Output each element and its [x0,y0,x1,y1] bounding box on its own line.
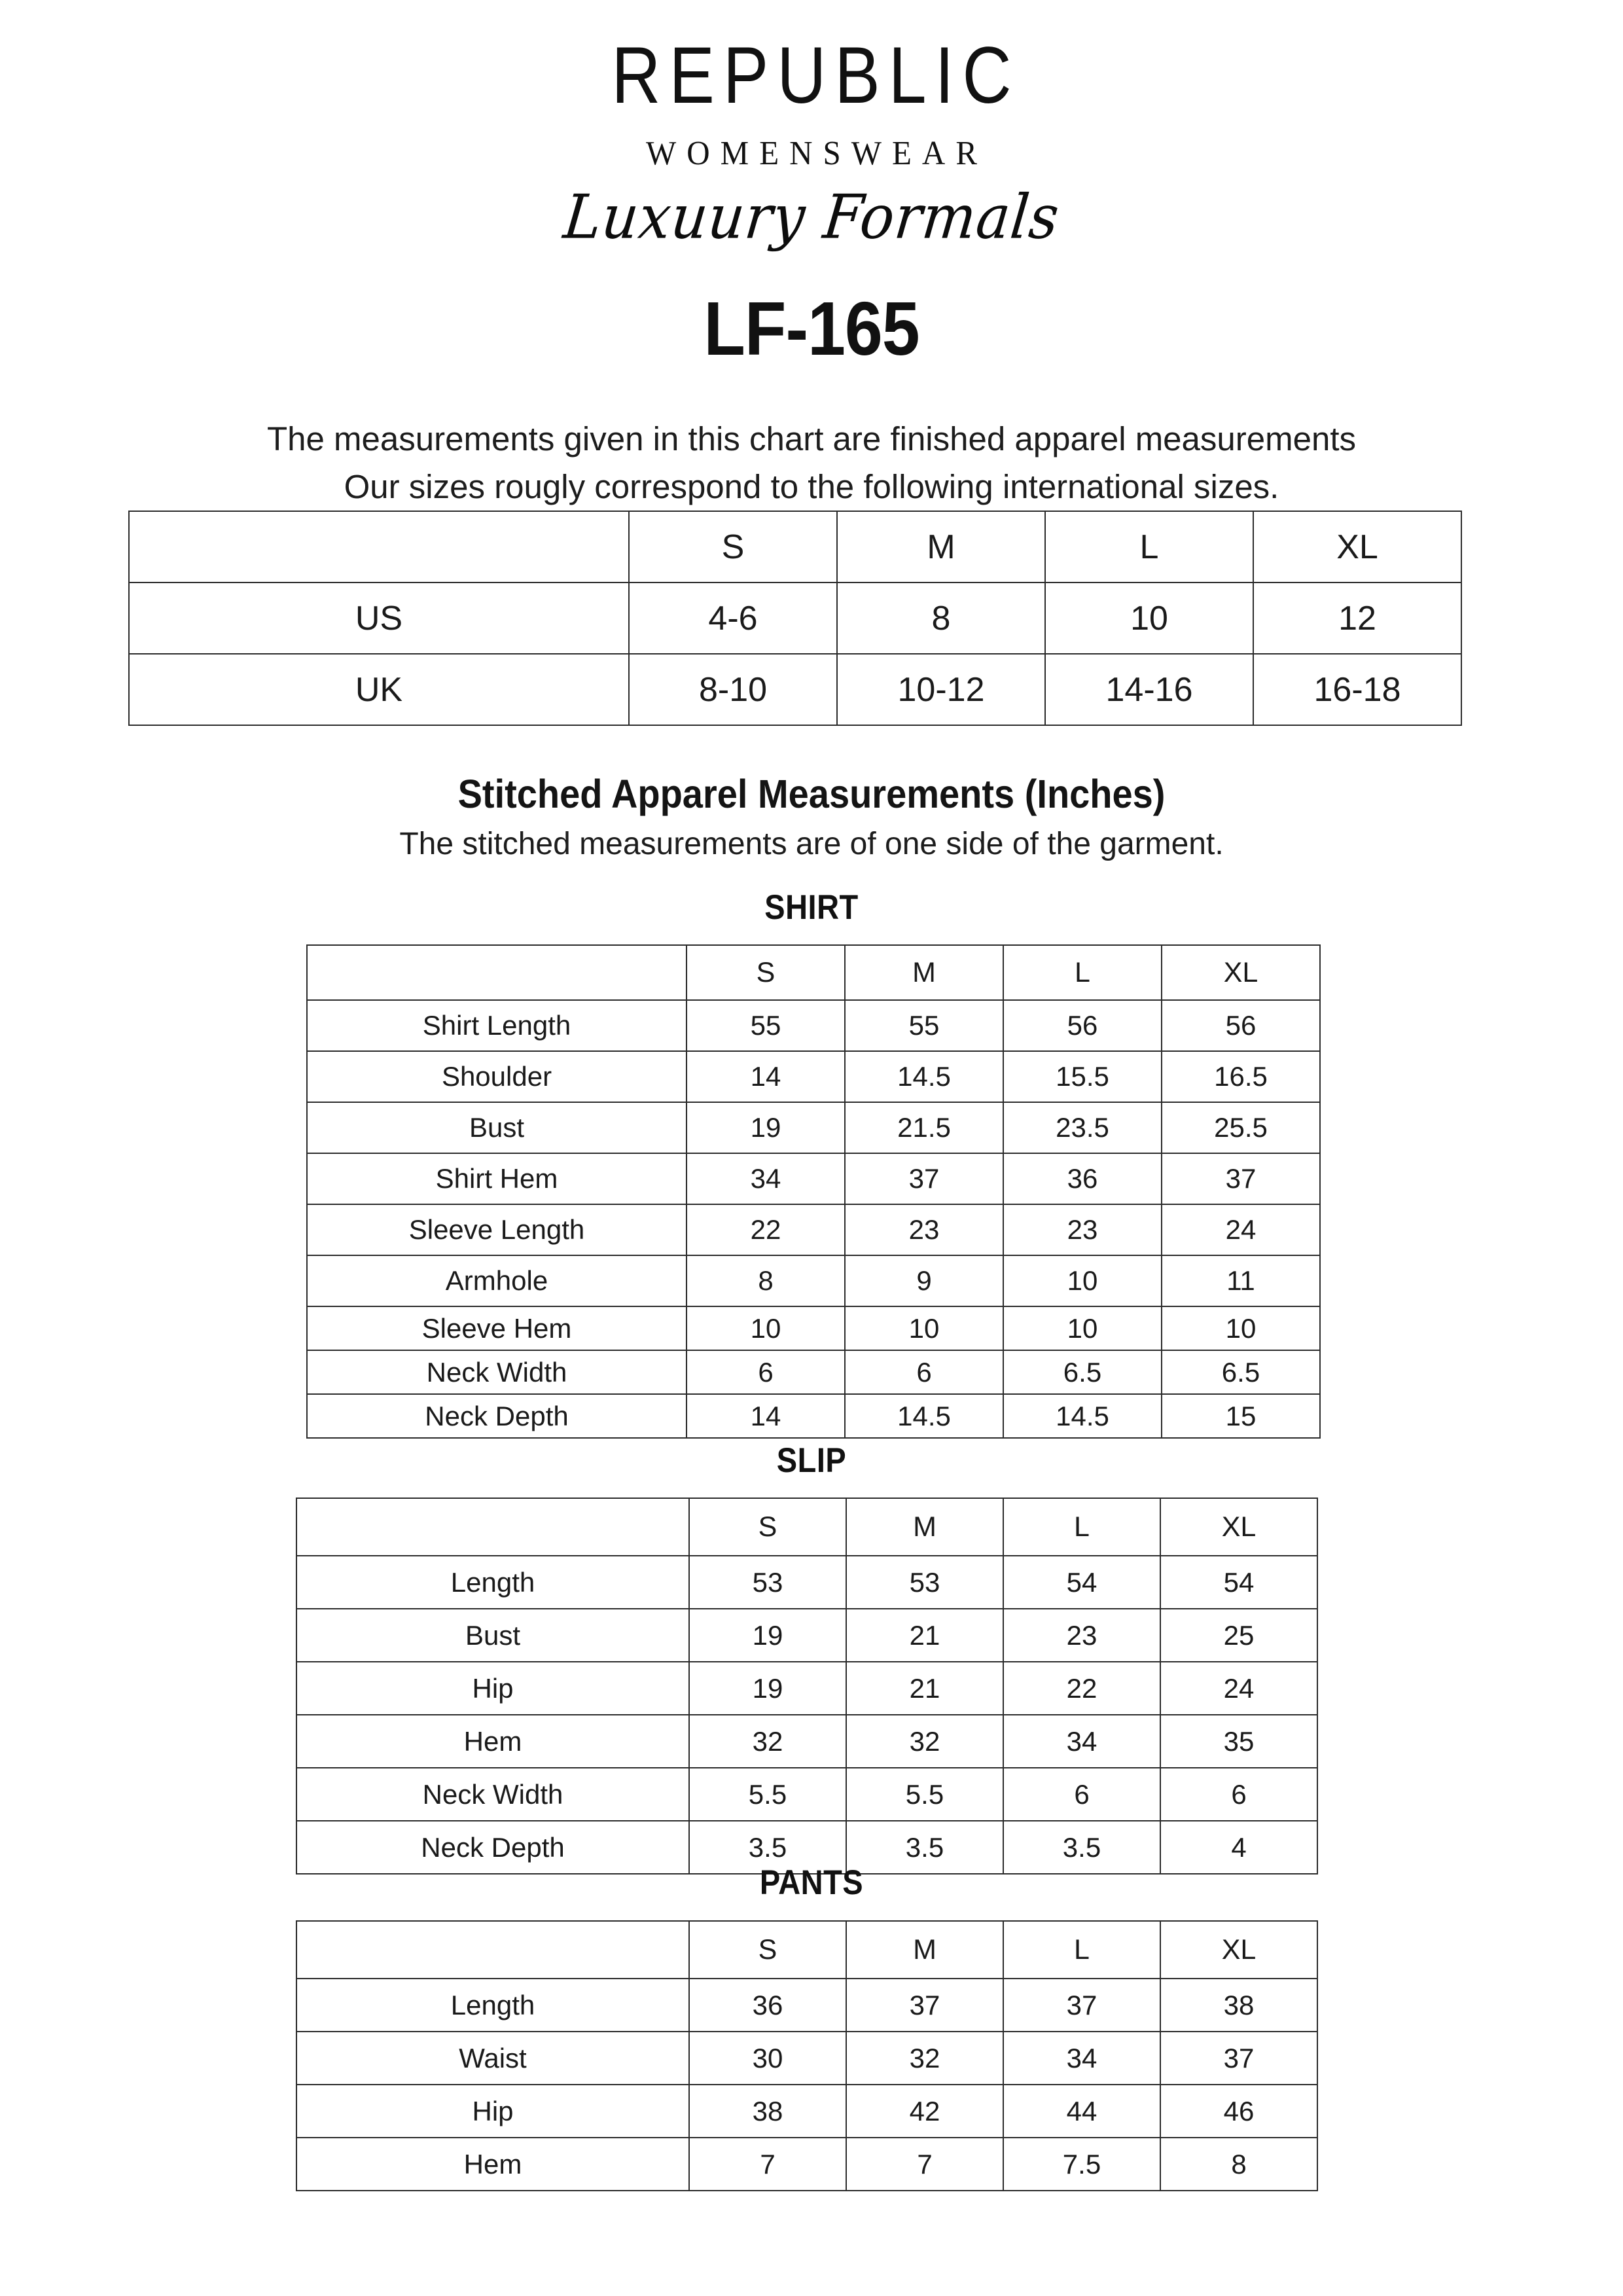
slip-value-xl: 24 [1160,1662,1317,1715]
slip-heading-wrap [0,1442,1623,1478]
shirt-row-label: Shoulder [307,1051,687,1102]
shirt-row-label: Neck Depth [307,1394,687,1438]
table-row [307,1000,1320,1051]
stitched-section-heading-wrap [0,772,1623,815]
pants-corner-cell [296,1921,689,1979]
shirt-value-l: 14.5 [1003,1394,1162,1438]
intl-value-us-xl: 12 [1253,583,1461,654]
table-row [296,1715,1317,1768]
table-row [296,1609,1317,1662]
pants-size-header-m: M [846,1921,1003,1979]
table-row [296,1662,1317,1715]
shirt-table-wrap [306,944,1319,1439]
intl-value-us-s: 4-6 [629,583,837,654]
intl-corner-cell [129,511,629,583]
shirt-value-s: 55 [687,1000,845,1051]
table-row [307,1204,1320,1255]
shirt-value-xl: 37 [1162,1153,1320,1204]
slip-value-m: 53 [846,1556,1003,1609]
pants-row-label: Waist [296,2032,689,2085]
slip-value-xl: 4 [1160,1821,1317,1874]
shirt-value-m: 23 [845,1204,1003,1255]
shirt-corner-cell [307,945,687,1000]
brand-header [0,0,1623,253]
shirt-value-s: 19 [687,1102,845,1153]
pants-value-s: 7 [689,2138,846,2191]
brand-name: REPUBLIC [611,31,1020,121]
slip-size-header-xl: XL [1160,1498,1317,1556]
table-row [307,1051,1320,1102]
shirt-value-m: 37 [845,1153,1003,1204]
pants-heading-wrap [0,1864,1623,1900]
shirt-row-label: Sleeve Hem [307,1306,687,1350]
table-row [296,2138,1317,2191]
brand-script-tagline: Luxuury Formals [560,182,1063,253]
table-header-row [296,1498,1317,1556]
pants-value-l: 37 [1003,1979,1160,2032]
intro-line-2: Our sizes rougly correspond to the following international sizes. [344,467,1279,505]
table-row [296,2085,1317,2138]
slip-value-s: 19 [689,1609,846,1662]
slip-value-xl: 25 [1160,1609,1317,1662]
pants-value-xl: 8 [1160,2138,1317,2191]
table-row [307,1153,1320,1204]
pants-table-wrap [296,1920,1317,2191]
table-row [296,1556,1317,1609]
slip-value-m: 32 [846,1715,1003,1768]
shirt-row-label: Bust [307,1102,687,1153]
shirt-value-xl: 10 [1162,1306,1320,1350]
intl-value-us-m: 8 [837,583,1045,654]
shirt-size-header-l: L [1003,945,1162,1000]
shirt-row-label: Shirt Length [307,1000,687,1051]
pants-row-label: Hem [296,2138,689,2191]
pants-value-s: 30 [689,2032,846,2085]
slip-row-label: Neck Width [296,1768,689,1821]
slip-row-label: Hip [296,1662,689,1715]
pants-size-header-xl: XL [1160,1921,1317,1979]
shirt-value-s: 6 [687,1350,845,1394]
slip-size-header-s: S [689,1498,846,1556]
slip-value-xl: 54 [1160,1556,1317,1609]
shirt-row-label: Neck Width [307,1350,687,1394]
slip-value-m: 3.5 [846,1821,1003,1874]
intl-value-uk-m: 10-12 [837,654,1045,725]
slip-value-l: 23 [1003,1609,1160,1662]
shirt-value-l: 6.5 [1003,1350,1162,1394]
shirt-value-m: 14.5 [845,1051,1003,1102]
pants-value-l: 7.5 [1003,2138,1160,2191]
table-row [307,1306,1320,1350]
shirt-value-xl: 24 [1162,1204,1320,1255]
table-row [129,583,1461,654]
shirt-value-l: 10 [1003,1306,1162,1350]
table-header-row [296,1921,1317,1979]
stitched-section-heading: Stitched Apparel Measurements (Inches) [457,770,1166,817]
slip-table-wrap [296,1498,1317,1874]
slip-row-label: Hem [296,1715,689,1768]
shirt-value-m: 21.5 [845,1102,1003,1153]
table-row [307,1350,1320,1394]
slip-measurements-table [296,1498,1318,1874]
international-size-table-wrap [128,511,1461,726]
slip-size-header-l: L [1003,1498,1160,1556]
intl-value-uk-l: 14-16 [1045,654,1253,725]
slip-value-s: 3.5 [689,1821,846,1874]
shirt-value-xl: 6.5 [1162,1350,1320,1394]
intl-value-uk-s: 8-10 [629,654,837,725]
shirt-value-m: 9 [845,1255,1003,1306]
intl-size-header-m: M [837,511,1045,583]
intl-region-label: US [129,583,629,654]
shirt-value-xl: 25.5 [1162,1102,1320,1153]
shirt-value-l: 36 [1003,1153,1162,1204]
shirt-measurements-table [306,944,1321,1439]
pants-row-label: Hip [296,2085,689,2138]
stitched-section-subheading: The stitched measurements are of one side of the garment. [399,827,1224,861]
slip-size-header-m: M [846,1498,1003,1556]
shirt-value-xl: 11 [1162,1255,1320,1306]
table-row [296,1768,1317,1821]
shirt-value-m: 6 [845,1350,1003,1394]
shirt-value-m: 14.5 [845,1394,1003,1438]
table-row [307,1394,1320,1438]
international-size-table [128,511,1462,726]
pants-value-xl: 37 [1160,2032,1317,2085]
table-row [129,654,1461,725]
pants-value-l: 34 [1003,2032,1160,2085]
shirt-size-header-xl: XL [1162,945,1320,1000]
shirt-value-xl: 16.5 [1162,1051,1320,1102]
slip-value-s: 32 [689,1715,846,1768]
slip-value-l: 22 [1003,1662,1160,1715]
intl-value-uk-xl: 16-18 [1253,654,1461,725]
slip-value-s: 19 [689,1662,846,1715]
intl-size-header-l: L [1045,511,1253,583]
brand-subtitle: WOMENSWEAR [645,134,988,172]
shirt-value-l: 56 [1003,1000,1162,1051]
shirt-value-l: 15.5 [1003,1051,1162,1102]
shirt-value-s: 10 [687,1306,845,1350]
pants-size-header-l: L [1003,1921,1160,1979]
shirt-value-l: 23 [1003,1204,1162,1255]
stitched-section-sub-wrap [0,826,1623,862]
shirt-heading: SHIRT [764,887,859,927]
shirt-value-s: 34 [687,1153,845,1204]
page-title: LF-165 [704,287,919,372]
pants-size-header-s: S [689,1921,846,1979]
shirt-row-label: Armhole [307,1255,687,1306]
pants-measurements-table [296,1920,1318,2191]
pants-value-s: 36 [689,1979,846,2032]
intl-value-us-l: 10 [1045,583,1253,654]
slip-heading: SLIP [776,1440,847,1480]
shirt-value-l: 23.5 [1003,1102,1162,1153]
shirt-value-m: 55 [845,1000,1003,1051]
shirt-row-label: Sleeve Length [307,1204,687,1255]
shirt-value-s: 14 [687,1051,845,1102]
pants-value-xl: 46 [1160,2085,1317,2138]
slip-value-m: 21 [846,1662,1003,1715]
slip-row-label: Neck Depth [296,1821,689,1874]
slip-value-l: 6 [1003,1768,1160,1821]
table-row [296,2032,1317,2085]
slip-value-l: 54 [1003,1556,1160,1609]
shirt-value-s: 22 [687,1204,845,1255]
table-row [296,1979,1317,2032]
pants-heading: PANTS [759,1862,864,1902]
intl-size-header-s: S [629,511,837,583]
slip-value-l: 34 [1003,1715,1160,1768]
table-row [307,1255,1320,1306]
shirt-size-header-s: S [687,945,845,1000]
pants-row-label: Length [296,1979,689,2032]
table-header-row [129,511,1461,583]
slip-value-s: 5.5 [689,1768,846,1821]
pants-value-s: 38 [689,2085,846,2138]
shirt-value-xl: 15 [1162,1394,1320,1438]
table-header-row [307,945,1320,1000]
intro-paragraph [0,416,1623,511]
slip-value-l: 3.5 [1003,1821,1160,1874]
pants-value-m: 42 [846,2085,1003,2138]
shirt-value-s: 14 [687,1394,845,1438]
slip-row-label: Bust [296,1609,689,1662]
shirt-heading-wrap [0,889,1623,925]
shirt-size-header-m: M [845,945,1003,1000]
slip-row-label: Length [296,1556,689,1609]
pants-value-l: 44 [1003,2085,1160,2138]
intl-size-header-xl: XL [1253,511,1461,583]
shirt-value-m: 10 [845,1306,1003,1350]
pants-value-m: 32 [846,2032,1003,2085]
pants-value-m: 37 [846,1979,1003,2032]
slip-value-s: 53 [689,1556,846,1609]
shirt-value-xl: 56 [1162,1000,1320,1051]
shirt-row-label: Shirt Hem [307,1153,687,1204]
intl-region-label: UK [129,654,629,725]
intro-line-1: The measurements given in this chart are finished apparel measurements [267,420,1356,458]
shirt-value-s: 8 [687,1255,845,1306]
slip-value-xl: 35 [1160,1715,1317,1768]
slip-value-xl: 6 [1160,1768,1317,1821]
pants-value-m: 7 [846,2138,1003,2191]
table-row [307,1102,1320,1153]
slip-value-m: 5.5 [846,1768,1003,1821]
shirt-value-l: 10 [1003,1255,1162,1306]
pants-value-xl: 38 [1160,1979,1317,2032]
slip-corner-cell [296,1498,689,1556]
slip-value-m: 21 [846,1609,1003,1662]
